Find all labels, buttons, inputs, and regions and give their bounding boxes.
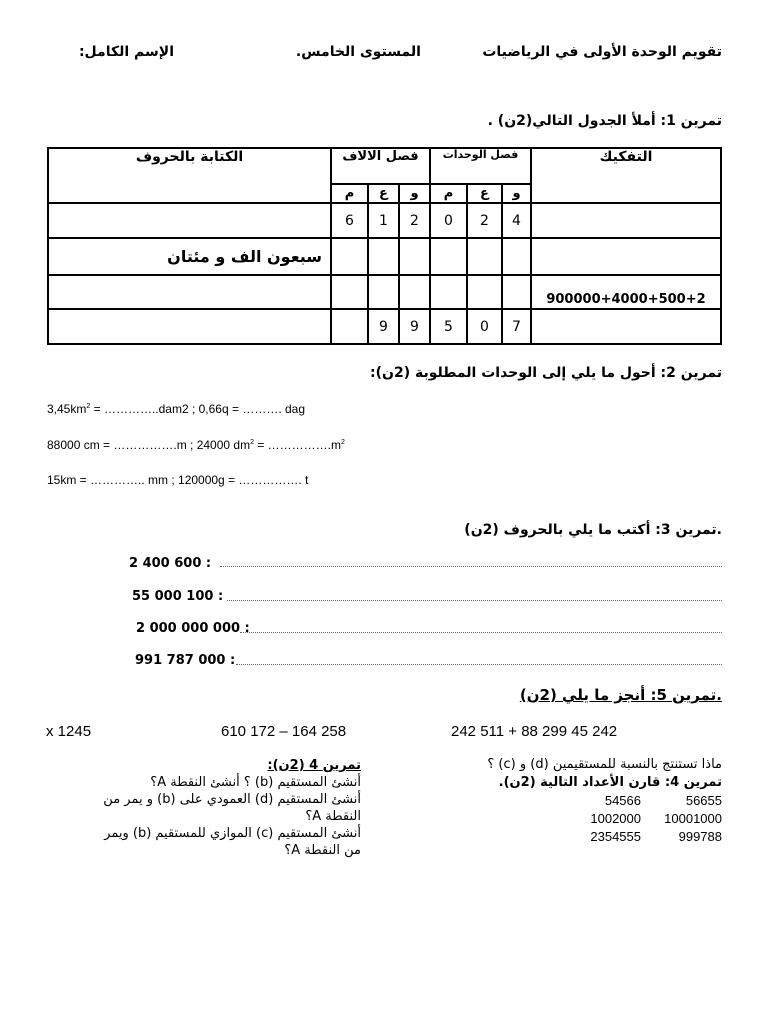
row-decomposition[interactable] <box>531 203 721 238</box>
row-words[interactable] <box>48 309 331 344</box>
geometry-instruction: من النقطة A؟ <box>284 843 361 858</box>
digit-cell[interactable] <box>399 275 430 309</box>
digit-cell[interactable] <box>399 238 430 275</box>
digit-cell[interactable]: 4 <box>502 203 531 238</box>
row-words[interactable]: سبعون الف و مئتان <box>48 238 331 275</box>
thousands-units-header: و <box>399 184 430 203</box>
answer-line[interactable] <box>236 664 722 665</box>
subtraction-operation: 610 172 – 164 258 <box>221 723 347 740</box>
number-to-write: 2 000 000 000 : <box>136 621 250 636</box>
exercise-2-title: تمرين 2: أحول ما يلي إلى الوحدات المطلوبة (2ن): <box>370 365 722 381</box>
table-row <box>48 309 721 344</box>
multiplication-operation: x 1245 <box>46 723 92 740</box>
geometry-instruction: أنشئ المستقيم (d) العمودي على (b) و يمر من <box>103 792 361 807</box>
row-decomposition[interactable] <box>531 238 721 275</box>
full-name-label: الإسم الكامل: <box>78 44 174 60</box>
answer-line[interactable] <box>227 600 722 601</box>
digit-cell[interactable] <box>331 309 368 344</box>
conversion-line-3: 15km = ………….. mm ; 120000g = ……………. t <box>47 473 309 487</box>
geometry-title: تمرين 4 (2ن): <box>267 758 361 773</box>
digit-cell[interactable] <box>430 275 467 309</box>
geometry-section <box>103 757 361 859</box>
compare-number-a: 999788 <box>678 829 722 844</box>
row-words[interactable] <box>48 275 331 309</box>
table-row <box>48 238 721 275</box>
digit-cell[interactable] <box>502 238 531 275</box>
col-header-thousands: فصل الالاف <box>331 148 430 184</box>
digit-cell[interactable] <box>467 275 502 309</box>
table-row <box>48 275 721 309</box>
digit-cell[interactable]: 0 <box>430 203 467 238</box>
geometry-instruction: أنشئ المستقيم (c) الموازي للمستقيم (b) ويمر <box>104 826 361 841</box>
exercise-3-title: .تمرين 3: أكتب ما يلي بالحروف (2ن) <box>464 522 722 538</box>
digit-cell[interactable]: 6 <box>331 203 368 238</box>
number-to-write: 55 000 100 : <box>132 589 224 604</box>
digit-cell[interactable] <box>368 238 399 275</box>
row-decomposition[interactable] <box>531 309 721 344</box>
geometry-instruction: النقطة A؟ <box>305 809 361 824</box>
table-row <box>48 203 721 238</box>
compare-title: تمرين 4: قارن الأعداد التالية (2ن). <box>498 775 722 790</box>
level-label: المستوى الخامس. <box>295 44 421 60</box>
units-hundreds-header: م <box>430 184 467 203</box>
conversion-line-2: 88000 cm = …………….m ; 24000 $dm^2$ = $\dots\dots\dots\dots\dots.m^2$ <box>47 438 345 452</box>
exercise-1-title: تمرين 1: أملأ الجدول التالي(2ن) . <box>487 113 722 129</box>
digit-cell[interactable] <box>430 238 467 275</box>
compare-number-b: 54566 <box>604 793 641 808</box>
compare-number-b: 2354555 <box>590 829 641 844</box>
digit-cell[interactable] <box>368 275 399 309</box>
digit-cell[interactable]: 7 <box>502 309 531 344</box>
thousands-tens-header: ع <box>368 184 399 203</box>
digit-cell[interactable] <box>467 238 502 275</box>
digit-cell[interactable] <box>331 238 368 275</box>
units-tens-header: ع <box>467 184 502 203</box>
digit-cell[interactable]: 9 <box>399 309 430 344</box>
col-header-units: فصل الوحدات <box>430 148 531 184</box>
exam-title: تقويم الوحدة الأولى في الرياضيات <box>482 44 722 60</box>
answer-line[interactable] <box>240 632 722 633</box>
conversion-line-1: $3,45km^2$ = …………..dam2 ; 0,66q = ………. dag <box>47 402 306 416</box>
units-units-header: و <box>502 184 531 203</box>
number-table <box>47 147 722 345</box>
digit-cell[interactable] <box>502 275 531 309</box>
compare-number-a: 56655 <box>685 793 722 808</box>
geometry-instruction: أنشئ المستقيم (b) ؟ أنشئ النقطة A؟ <box>150 775 361 790</box>
digit-cell[interactable] <box>331 275 368 309</box>
row-words[interactable] <box>48 203 331 238</box>
thousands-hundreds-header: م <box>331 184 368 203</box>
digit-cell[interactable]: 2 <box>467 203 502 238</box>
col-header-words: الكتابة بالحروف <box>48 148 331 203</box>
digit-cell[interactable]: 5 <box>430 309 467 344</box>
number-to-write: 991 787 000 : <box>135 653 236 668</box>
digit-cell[interactable]: 0 <box>467 309 502 344</box>
compare-number-b: 1002000 <box>590 811 641 826</box>
number-to-write: 2 400 600 : <box>129 556 212 571</box>
digit-cell[interactable]: 9 <box>368 309 399 344</box>
deduction-question: ماذا تستنتج بالنسبة للمستقيمين (d) و (c) ؟ <box>487 757 722 772</box>
digit-cell[interactable]: 1 <box>368 203 399 238</box>
digit-cell[interactable]: 2 <box>399 203 430 238</box>
answer-line[interactable] <box>220 566 722 567</box>
addition-operation: 242 511 + 88 299 45 242 <box>451 723 618 740</box>
compare-number-a: 10001000 <box>664 811 722 826</box>
exercise-5-title: .تمرين 5: أنجز ما يلي (2ن) <box>519 686 722 704</box>
col-header-decomposition: التفكيك <box>531 148 721 203</box>
row-decomposition[interactable]: 900000+4000+500+2 <box>531 275 721 309</box>
